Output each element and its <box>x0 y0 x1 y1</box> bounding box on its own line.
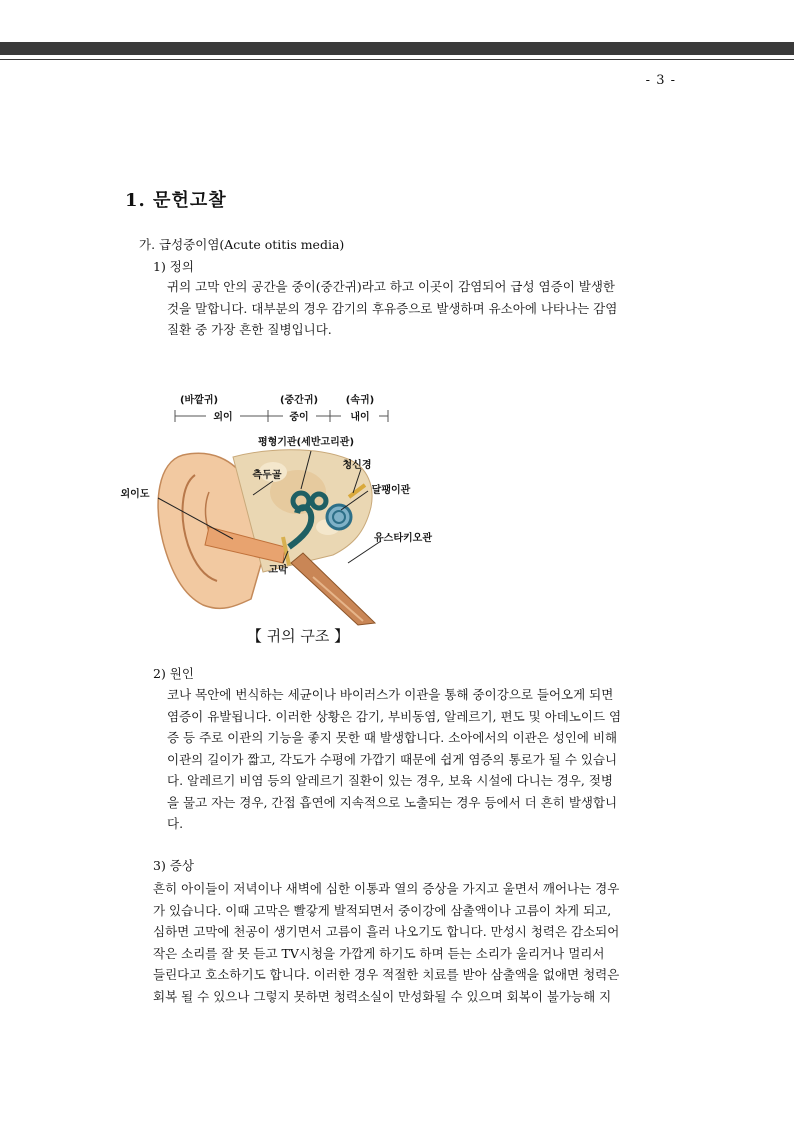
symptom-paragraph <box>153 878 681 1007</box>
label-middle-paren: (중간귀) <box>279 395 319 406</box>
label-ear-canal: 외이도 <box>120 489 150 500</box>
text-line: 질환 중 가장 흔한 질병입니다. <box>167 322 332 337</box>
text-line: 회복 될 수 있으나 그렇지 못하면 청력소실이 만성화될 수 있으며 회복이 불가능해 지 <box>153 988 612 1004</box>
section-title: 1. 문헌고찰 <box>125 190 227 211</box>
cause-heading: 2) 원인 <box>153 666 194 681</box>
label-middle: 중이 <box>289 412 309 423</box>
text-line: 심하면 고막에 천공이 생기면서 고름이 흘러 나오기도 합니다. 만성시 청력은 감소되어 <box>153 924 620 939</box>
text-line: 다. 알레르기 비염 등의 알레르기 질환이 있는 경우, 보육 시설에 다니는 경우, 젖병 <box>167 773 614 788</box>
text-line: 작은 소리를 잘 못 듣고 TV시청을 가깝게 하기도 하며 듣는 소리가 울리거나 멀리서 <box>153 945 605 961</box>
text-line: 흔히 아이들이 저녁이나 새벽에 심한 이통과 열의 증상을 가지고 울면서 깨어나는 경우 <box>153 881 620 896</box>
cause-paragraph <box>167 684 681 835</box>
label-cochlea: 달팽이관 <box>371 485 411 496</box>
text-line: 들린다고 호소하기도 합니다. 이러한 경우 적절한 치료를 받아 삼출액을 없애면 청력은 <box>153 967 620 982</box>
label-outer-paren: (바깥귀) <box>179 395 219 406</box>
label-eustachian-tube: 유스타키오관 <box>374 533 432 544</box>
label-semicircular-canals: 평형기관(세반고리관) <box>257 437 355 448</box>
label-auditory-nerve: 청신경 <box>342 460 372 471</box>
header-rule-thin <box>0 59 794 60</box>
text-line: 가 있습니다. 이때 고막은 빨갛게 발적되면서 중이강에 삼출액이나 고름이 차게 되고, <box>153 902 612 918</box>
text-line: 다. <box>167 816 184 831</box>
label-inner-paren: (속귀) <box>345 395 375 406</box>
text-line: 것을 말합니다. 대부분의 경우 감기의 후유증으로 발생하며 유소아에 나타나는 감염 <box>167 300 618 316</box>
ear-structure-figure <box>113 367 451 657</box>
text-line: 을 물고 자는 경우, 간접 흡연에 지속적으로 노출되는 경우 등에서 더 흔히 발생합니 <box>167 794 618 810</box>
symptom-heading: 3) 증상 <box>153 858 194 873</box>
text-line: 귀의 고막 안의 공간을 중이(중간귀)라고 하고 이곳이 감염되어 급성 염증이 발생한 <box>167 279 615 294</box>
text-line: 코나 목안에 번식하는 세균이나 바이러스가 이관을 통해 중이강으로 들어오게 되면 <box>167 687 614 702</box>
definition-paragraph <box>167 276 681 341</box>
text-line: 증 등 주로 이관의 기능을 좋지 못한 때 발생합니다. 소아에서의 이관은 성인에 비해 <box>167 730 618 745</box>
subsection-title: 가. 급성중이염(Acute otitis media) <box>139 237 345 252</box>
text-line: 이관의 길이가 짧고, 각도가 수평에 가깝기 때문에 쉽게 염증의 통로가 될 수 있습니 <box>167 751 618 767</box>
header-rule-thick <box>0 42 794 55</box>
label-outer: 외이 <box>213 412 233 423</box>
text-line: 염증이 유발됩니다. 이러한 상황은 감기, 부비동염, 알레르기, 편도 및 아데노이드 염 <box>167 708 622 724</box>
ear-diagram <box>113 367 451 657</box>
label-inner: 내이 <box>350 412 370 423</box>
label-temporal-bone: 측두골 <box>252 470 282 481</box>
definition-heading: 1) 정의 <box>153 259 194 274</box>
page-number: - 3 - <box>645 73 676 88</box>
figure-caption: 【 귀의 구조 】 <box>246 627 350 645</box>
label-eardrum: 고막 <box>268 565 288 576</box>
